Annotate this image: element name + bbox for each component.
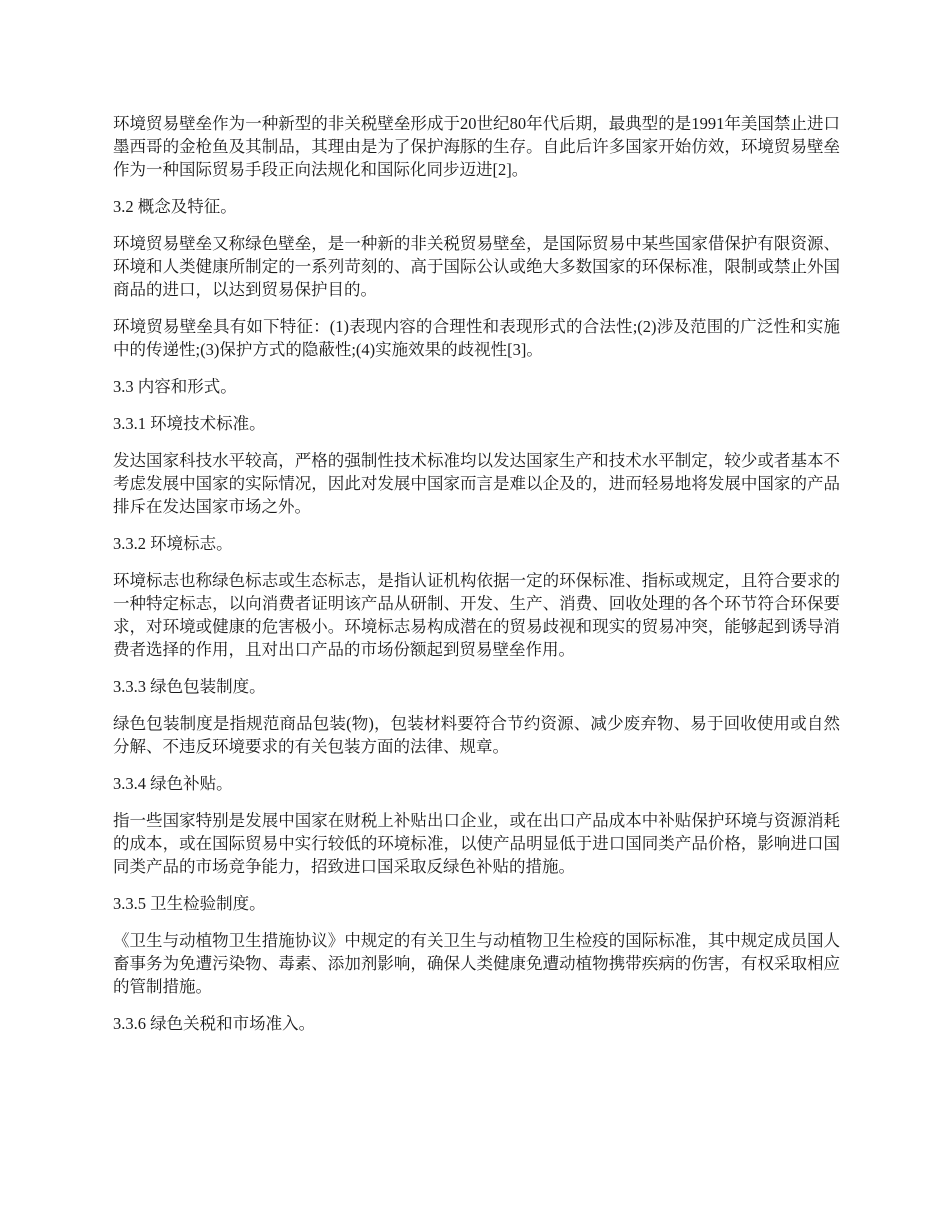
paragraph-green-subsidy: 指一些国家特别是发展中国家在财税上补贴出口企业，或在出口产品成本中补贴保护环境与资源消耗的成本，或在国际贸易中实行较低的环境标准，以使产品明显低于进口国同类产品价格，影响进口国同类产品的市场竞争能力，招致进口国采取反绿色补贴的措施。 bbox=[113, 811, 840, 876]
paragraph-features: 环境贸易壁垒具有如下特征：(1)表现内容的合理性和表现形式的合法性;(2)涉及范围的广泛性和实施中的传递性;(3)保护方式的隐蔽性;(4)实施效果的歧视性[3]。 bbox=[113, 317, 840, 359]
paragraph-technical-standards: 发达国家科技水平较高，严格的强制性技术标准均以发达国家生产和技术水平制定，较少或者基本不考虑发展中国家的实际情况，因此对发展中国家而言是难以企及的，进而轻易地将发展中国家的产品排斥在发达国家市场之外。 bbox=[113, 451, 840, 516]
heading-3-3-6: 3.3.6 绿色关税和市场准入。 bbox=[113, 1014, 316, 1033]
paragraph-environmental-label: 环境标志也称绿色标志或生态标志，是指认证机构依据一定的环保标准、指标或规定，且符合要求的一种特定标志，以向消费者证明该产品从研制、开发、生产、消费、回收处理的各个环节符合环保要求，对环境或健康的危害极小。环境标志易构成潜在的贸易歧视和现实的贸易冲突，能够起到诱导消费者选择的作用，且对出口产品的市场份额起到贸易壁垒作用。 bbox=[113, 571, 840, 659]
paragraph-sanitary-inspection: 《卫生与动植物卫生措施协议》中规定的有关卫生与动植物卫生检疫的国际标准，其中规定成员国人畜事务为免遭污染物、毒素、添加剂影响，确保人类健康免遭动植物携带疾病的伤害，有权采取相应的管制措施。 bbox=[113, 931, 840, 996]
paragraph-concept: 环境贸易壁垒又称绿色壁垒，是一种新的非关税贸易壁垒，是国际贸易中某些国家借保护有限资源、环境和人类健康所制定的一系列苛刻的、高于国际公认或绝大多数国家的环保标准，限制或禁止外国商品的进口，以达到贸易保护目的。 bbox=[113, 234, 840, 299]
heading-3-3-5: 3.3.5 卫生检验制度。 bbox=[113, 894, 266, 913]
heading-3-3: 3.3 内容和形式。 bbox=[113, 377, 237, 396]
heading-3-3-1: 3.3.1 环境技术标准。 bbox=[113, 414, 266, 433]
heading-3-3-2: 3.3.2 环境标志。 bbox=[113, 534, 233, 553]
heading-3-3-4: 3.3.4 绿色补贴。 bbox=[113, 774, 233, 793]
document-page bbox=[113, 112, 840, 1049]
paragraph-origin: 环境贸易壁垒作为一种新型的非关税壁垒形成于20世纪80年代后期，最典型的是1991年美国禁止进口墨西哥的金枪鱼及其制品，其理由是为了保护海豚的生存。自此后许多国家开始仿效，环境贸易壁垒作为一种国际贸易手段正向法规化和国际化同步迈进[2]。 bbox=[113, 114, 840, 179]
paragraph-green-packaging: 绿色包装制度是指规范商品包装(物)，包装材料要符合节约资源、减少废弃物、易于回收使用或自然分解、不违反环境要求的有关包装方面的法律、规章。 bbox=[113, 714, 840, 756]
heading-3-3-3: 3.3.3 绿色包装制度。 bbox=[113, 677, 266, 696]
heading-3-2: 3.2 概念及特征。 bbox=[113, 197, 237, 216]
